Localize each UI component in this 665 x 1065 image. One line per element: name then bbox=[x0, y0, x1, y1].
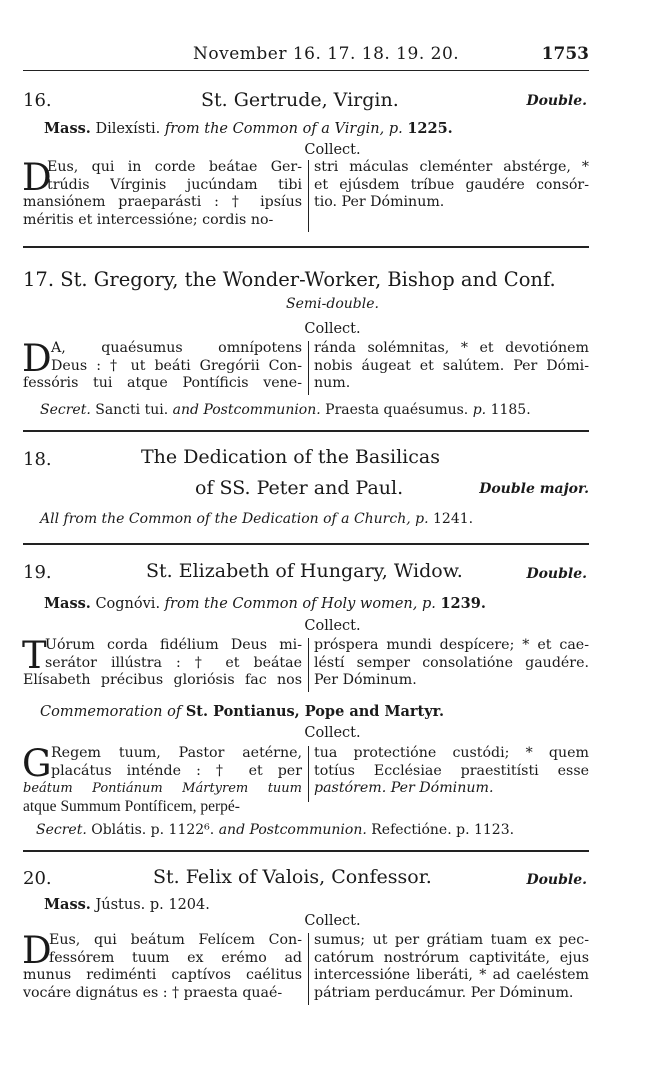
collect-line: atque Summum Pontíficem, perpé- bbox=[23, 797, 240, 815]
section-rule bbox=[23, 543, 589, 545]
collect-line: munus rediménti captívos caélitus bbox=[23, 967, 302, 984]
collect-line: Uórum corda fidélium Deus mi- bbox=[45, 637, 302, 653]
drop-capital: D bbox=[22, 929, 52, 972]
drop-capital: T bbox=[22, 634, 47, 677]
collect-line: totíus Ecclésiae praestitísti esse bbox=[314, 762, 589, 779]
feast-rank: Double. bbox=[526, 872, 587, 888]
mass-page: p. 1204. bbox=[149, 897, 210, 913]
mass-line bbox=[44, 896, 210, 913]
collect-line: Regem tuum, Pastor aetérne, bbox=[51, 745, 302, 761]
secret-label: Secret. bbox=[36, 822, 87, 838]
collect-line: Elísabeth précibus gloriósis fac nos bbox=[23, 672, 302, 689]
collect-line: sumus; ut per grátiam tuam ex pec- bbox=[314, 932, 589, 948]
secret-text: Oblátis. p. 1122⁶. bbox=[91, 822, 215, 838]
feast-number: 16. bbox=[23, 90, 52, 111]
feast-rank: Double major. bbox=[479, 481, 589, 497]
feast-number: 20. bbox=[23, 868, 52, 889]
collect-line: fessórem tuum ex erémo ad bbox=[49, 949, 302, 966]
collect-right-column bbox=[314, 340, 589, 393]
collect-line: num. bbox=[314, 375, 351, 392]
collect-left-column bbox=[22, 156, 302, 229]
mass-line bbox=[44, 595, 486, 612]
drop-capital: D bbox=[22, 156, 52, 199]
mass-line bbox=[44, 120, 453, 137]
collect-line: ránda solémnitas, * et devotiónem bbox=[314, 340, 589, 356]
feast-title: St. Felix of Valois, Confessor. bbox=[153, 866, 432, 888]
collect-line: tio. Per Dóminum. bbox=[314, 194, 445, 211]
mass-label: Mass. bbox=[44, 120, 91, 137]
mass-introit: Cognóvi. bbox=[95, 596, 161, 612]
feast-heading bbox=[23, 268, 556, 291]
section-rule bbox=[23, 246, 589, 248]
collect-right-column bbox=[314, 637, 589, 690]
collect-line: Deus : † ut beáti Gregórii Con- bbox=[51, 357, 302, 374]
mass-page: 1225. bbox=[407, 120, 453, 137]
collect-line: stri máculas cleménter abstérge, * bbox=[314, 159, 589, 175]
postcommunion-text: Praesta quaésumus. bbox=[325, 402, 469, 418]
secret-text: Sancti tui. bbox=[95, 402, 169, 418]
collect-line: A, quaésumus omnípotens bbox=[51, 340, 302, 356]
commemoration-label: Commemoration of bbox=[40, 704, 182, 720]
collect-line: intercessióne liberáti, * ad caeléstem bbox=[314, 967, 589, 984]
collect-line: et ejúsdem tríbue gaudére consór- bbox=[314, 176, 589, 193]
collect-right-column bbox=[314, 159, 589, 212]
collect-line: trúdis Vírginis jucúndam tibi bbox=[47, 176, 302, 193]
feast-rank: Double. bbox=[526, 566, 587, 582]
collect-line: Eus, qui in corde beátae Ger- bbox=[47, 159, 302, 175]
column-divider bbox=[308, 933, 309, 1005]
running-header bbox=[0, 44, 665, 66]
mass-introit: Dilexísti. bbox=[95, 121, 161, 137]
collect-line: placátus inténde : † et per bbox=[51, 762, 302, 779]
collect-heading: Collect. bbox=[304, 725, 361, 741]
collect-line: pátriam perducámur. Per Dóminum. bbox=[314, 984, 574, 1001]
drop-capital: G bbox=[22, 742, 52, 785]
page-ref-label: p. bbox=[472, 402, 487, 418]
secret-line bbox=[36, 822, 514, 838]
collect-heading: Collect. bbox=[304, 618, 361, 634]
secret-line bbox=[40, 402, 531, 418]
mass-source: from the Common of a Virgin, p. bbox=[164, 121, 403, 137]
collect-line: léstí semper consolatióne gaudére. bbox=[314, 654, 589, 671]
collect-heading: Collect. bbox=[304, 913, 361, 929]
header-rule bbox=[23, 70, 589, 71]
feast-number: 17. bbox=[23, 268, 55, 291]
section-rule bbox=[23, 850, 589, 852]
collect-line: méritis et intercessióne; cordis no- bbox=[23, 211, 274, 228]
commemoration-line bbox=[40, 703, 444, 720]
mass-label: Mass. bbox=[44, 896, 91, 913]
all-from-text: All from the Common of the Dedication of a Church, p. bbox=[40, 511, 429, 527]
secret-label: Secret. bbox=[40, 402, 91, 418]
collect-line: nobis áugeat et salútem. Per Dómi- bbox=[314, 357, 589, 374]
feast-rank: Double. bbox=[526, 93, 587, 109]
feast-title: St. Gertrude, Virgin. bbox=[201, 89, 399, 111]
feast-title: St. Gregory, the Wonder-Worker, Bishop and Conf. bbox=[60, 268, 556, 291]
feast-rank: Semi-double. bbox=[286, 296, 379, 312]
collect-left-column bbox=[22, 929, 302, 1002]
collect-right-column bbox=[314, 932, 589, 1002]
postcommunion-text: Refectióne. p. 1123. bbox=[371, 822, 515, 838]
collect-line: catórum nostrórum captivitáte, ejus bbox=[314, 949, 589, 966]
commemoration-name: St. Pontianus, Pope and Martyr. bbox=[185, 703, 445, 720]
collect-right-column bbox=[314, 745, 589, 798]
all-from-page: 1241. bbox=[433, 511, 474, 527]
page-number: 1753 bbox=[541, 44, 589, 64]
collect-left-column bbox=[22, 742, 302, 815]
header-dates: November 16. 17. 18. 19. 20. bbox=[193, 44, 460, 64]
section-rule bbox=[23, 430, 589, 432]
feast-title-line-1: The Dedication of the Basilicas bbox=[141, 446, 440, 468]
collect-line: pastórem. Per Dóminum. bbox=[314, 780, 494, 797]
column-divider bbox=[308, 160, 309, 232]
feast-title: St. Elizabeth of Hungary, Widow. bbox=[146, 560, 463, 582]
column-divider bbox=[308, 341, 309, 395]
feast-number: 18. bbox=[23, 449, 52, 470]
page-ref: 1185. bbox=[490, 402, 531, 418]
collect-heading: Collect. bbox=[304, 321, 361, 337]
collect-line: mansiónem praeparásti : † ipsíus bbox=[23, 194, 302, 211]
mass-source: from the Common of Holy women, p. bbox=[164, 596, 436, 612]
collect-line: beátum Pontiánum Mártyrem tuum bbox=[23, 781, 302, 797]
collect-line: tua protectióne custódi; * quem bbox=[314, 745, 589, 761]
collect-line: fessóris tui atque Pontíficis vene- bbox=[23, 375, 302, 392]
column-divider bbox=[308, 638, 309, 692]
collect-line: serátor illústra : † et beátae bbox=[45, 654, 302, 671]
mass-page: 1239. bbox=[440, 595, 486, 612]
collect-line: próspera mundi despícere; * et cae- bbox=[314, 637, 589, 653]
collect-heading: Collect. bbox=[304, 142, 361, 158]
collect-line: Per Dóminum. bbox=[314, 672, 417, 689]
collect-line: vocáre dignátus es : † praesta quaé- bbox=[23, 984, 283, 1001]
collect-left-column bbox=[22, 337, 302, 393]
feast-number: 19. bbox=[23, 562, 52, 583]
mass-label: Mass. bbox=[44, 595, 91, 612]
postcommunion-label: and Postcommunion. bbox=[218, 822, 367, 838]
all-from-line bbox=[40, 511, 473, 527]
column-divider bbox=[308, 746, 309, 802]
collect-left-column bbox=[22, 634, 302, 690]
mass-introit: Jústus. bbox=[95, 897, 146, 913]
drop-capital: D bbox=[22, 337, 52, 380]
collect-line: Eus, qui beátum Felícem Con- bbox=[49, 932, 302, 948]
feast-title-line-2: of SS. Peter and Paul. bbox=[195, 477, 404, 499]
postcommunion-label: and Postcommunion. bbox=[172, 402, 321, 418]
